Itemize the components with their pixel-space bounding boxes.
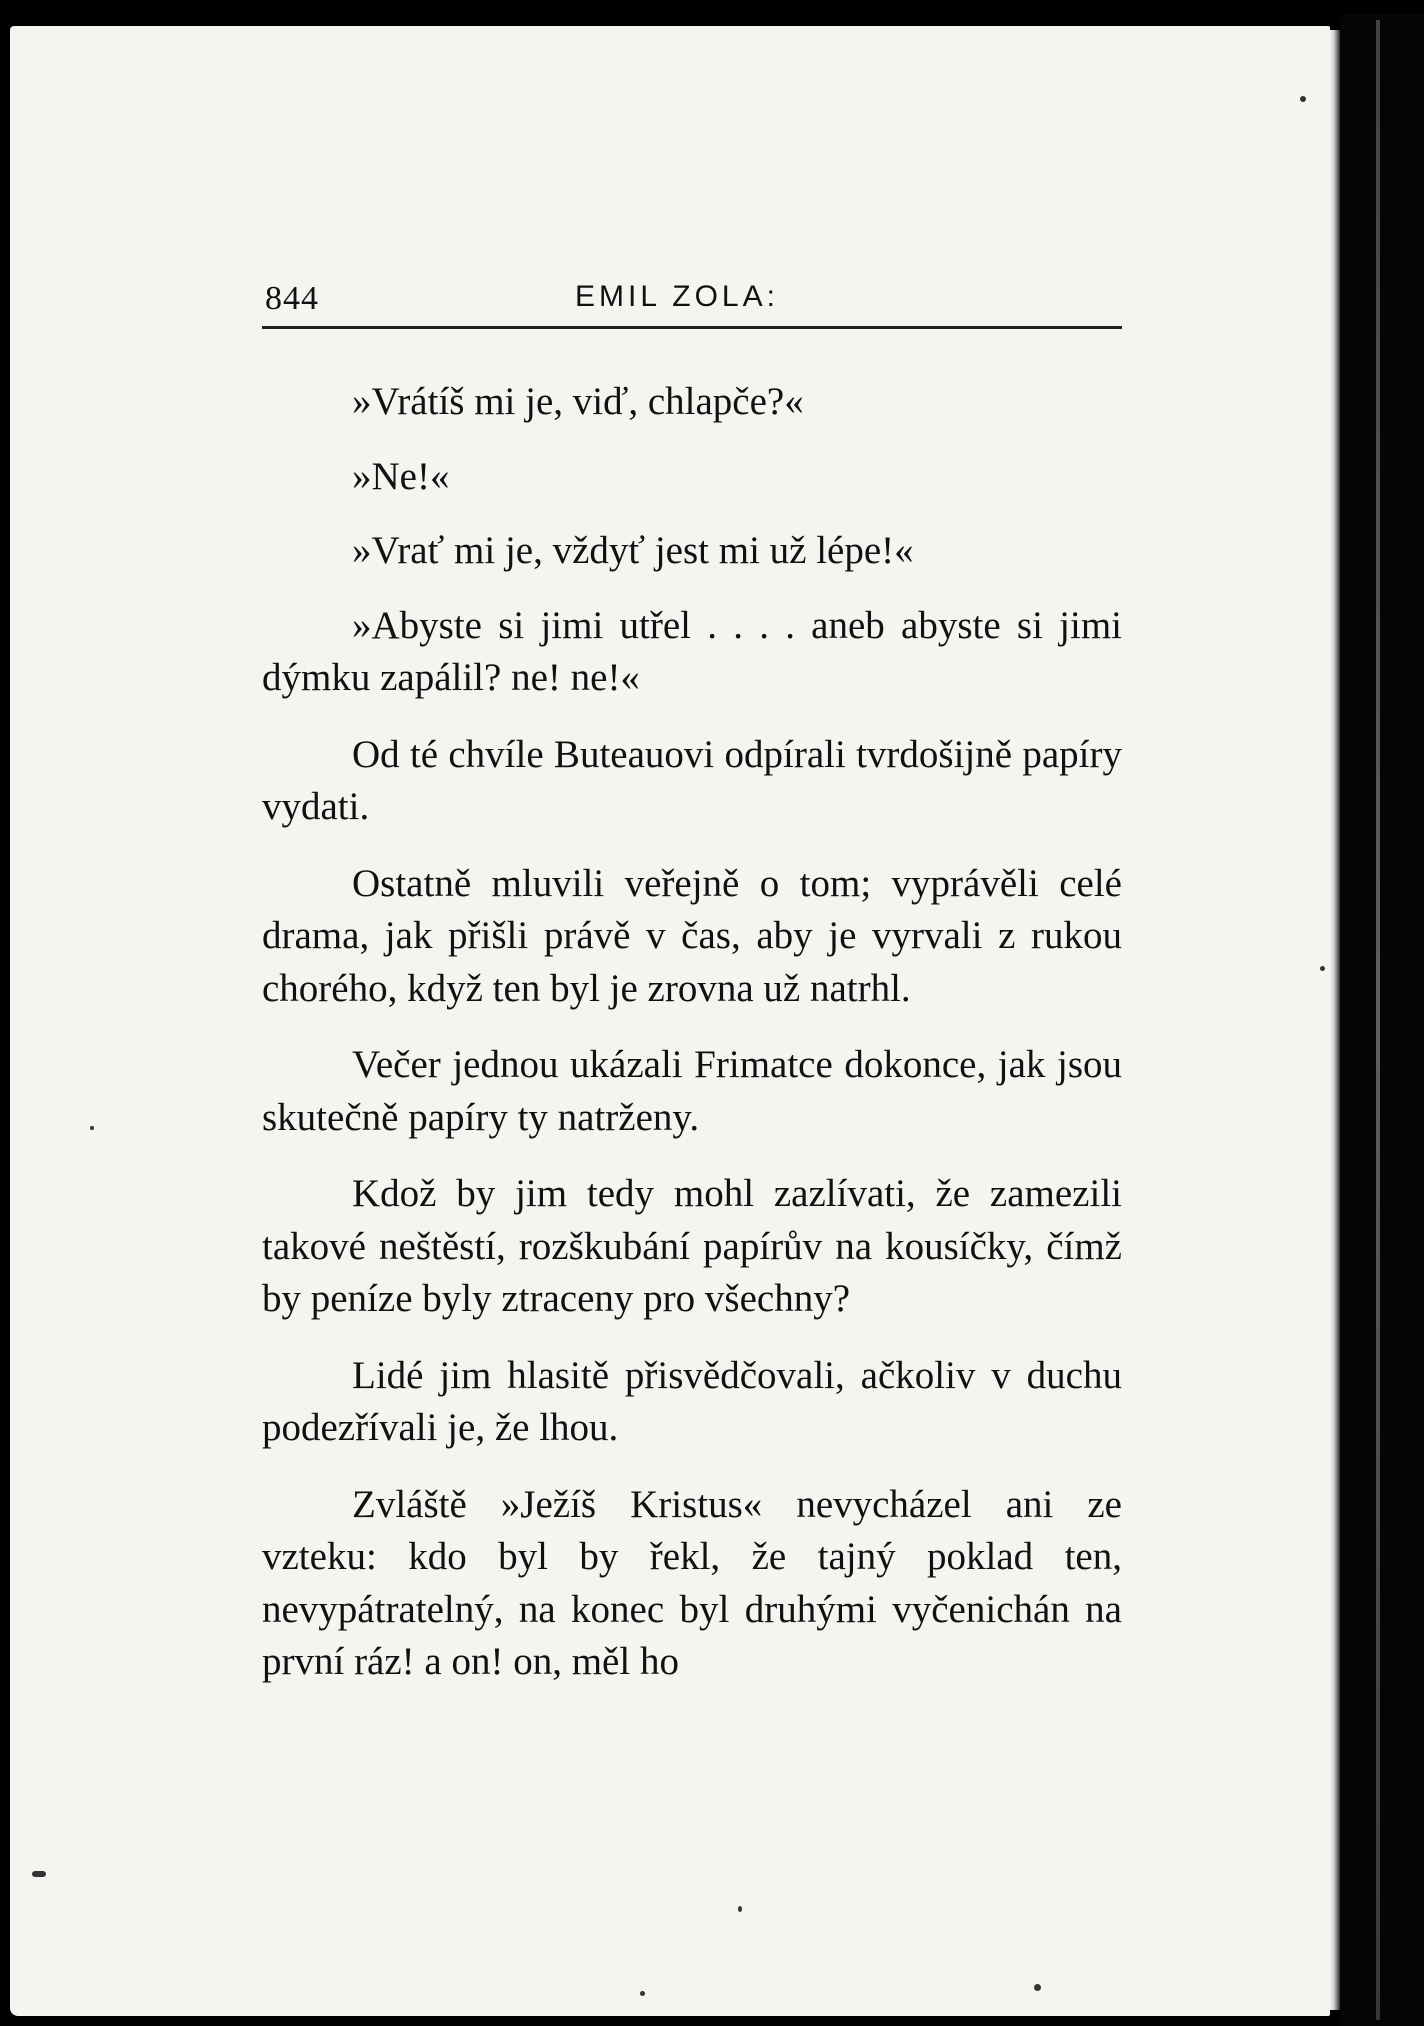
paragraph: »Vrať mi je, vždyť jest mi už lépe!«	[352, 529, 914, 572]
paragraph: Ostatně mluvili veřejně o tom; vyprávěli celé drama, jak přišli právě v čas, aby je vyrvali z rukou chorého, když ten byl je zrovna už natrhl.	[262, 861, 1122, 1010]
paragraph: »Vrátíš mi je, viď, chlapče?«	[352, 380, 804, 423]
body-text	[262, 376, 1122, 1713]
scan-speck	[90, 1126, 94, 1130]
paper-page	[10, 26, 1330, 2016]
header-rule	[262, 326, 1122, 329]
running-title: EMIL ZOLA:	[575, 280, 779, 313]
page-number: 844	[265, 280, 319, 317]
paragraph: Večer jednou ukázali Frimatce dokonce, jak jsou skutečně papíry ty natrženy.	[262, 1043, 1122, 1139]
scan-speck	[1300, 96, 1306, 102]
scan-speck	[738, 1906, 742, 1912]
paragraph: »Abyste si jimi utřel . . . . aneb abyste si jimi dýmku zapálil? ne! ne!«	[262, 603, 1122, 699]
page-header	[255, 268, 1115, 318]
paragraph: Kdož by jim tedy mohl zazlívati, že zamezili takové neštěstí, rozškubání papírův na kousíčky, čímž by peníze byly ztraceny pro všechny?	[262, 1172, 1122, 1320]
paragraph: Od té chvíle Buteauovi odpírali tvrdošijně papíry vydati.	[262, 732, 1122, 828]
paragraph: Zvláště »Ježíš Kristus« nevycházel ani ze vzteku: kdo byl by řekl, že tajný poklad ten, nevypátratelný, na konec byl druhými vyčenichán na první ráz! a on! on, měl ho	[262, 1482, 1122, 1683]
adjacent-page-edge	[1376, 20, 1380, 2020]
scan-speck	[640, 1991, 645, 1996]
scan-speck	[1320, 966, 1325, 971]
scan-border	[1340, 14, 1424, 2026]
page-edge-shadow	[1330, 30, 1340, 2010]
scan-speck	[1034, 1984, 1041, 1991]
scan-speck	[32, 1871, 46, 1877]
paragraph: Lidé jim hlasitě přisvědčovali, ačkoliv v duchu podezřívali je, že lhou.	[262, 1353, 1122, 1449]
paragraph: »Ne!«	[352, 454, 450, 498]
